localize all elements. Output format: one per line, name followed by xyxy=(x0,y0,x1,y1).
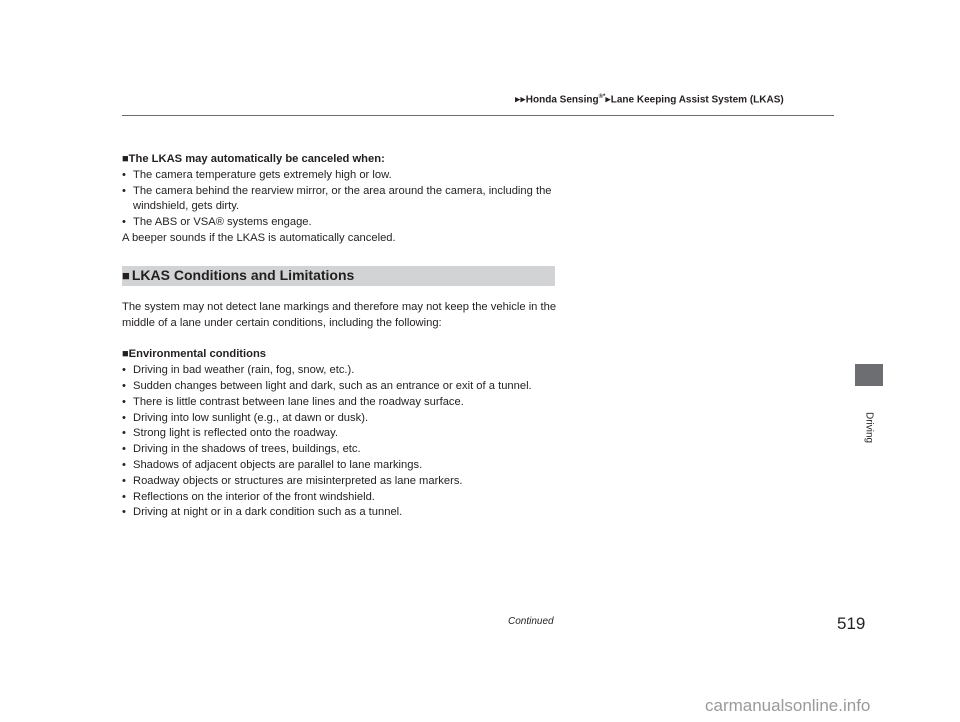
env-heading: ■Environmental conditions xyxy=(122,348,267,361)
breadcrumb-arrow-icon: ▶ xyxy=(605,96,611,104)
env-list xyxy=(122,363,562,521)
section-title: LKAS Conditions and Limitations xyxy=(131,266,355,283)
cancel-heading: ■The LKAS may automatically be canceled when: xyxy=(122,153,385,165)
watermark: carmanualsonline.info xyxy=(705,696,871,715)
list-item: • Driving in the shadows of trees, buildings, etc. xyxy=(122,442,562,458)
square-bullet-icon: ■ xyxy=(122,153,129,165)
header-rule xyxy=(122,115,834,116)
section-title-bar xyxy=(122,266,555,286)
registered-mark: ®* xyxy=(598,94,606,100)
list-item: • The camera behind the rearview mirror, or the area around the camera, including the windshield, gets dirty. xyxy=(122,184,562,216)
breadcrumb-chapter: Honda Sensing xyxy=(525,94,599,106)
breadcrumb-section: Lane Keeping Assist System (LKAS) xyxy=(610,94,784,106)
list-item: • Shadows of adjacent objects are parallel to lane markings. xyxy=(122,458,562,474)
list-item: • Driving in bad weather (rain, fog, snow, etc.). xyxy=(122,363,562,379)
page-number: 519 xyxy=(837,614,866,633)
list-item: • Sudden changes between light and dark, such as an entrance or exit of a tunnel. xyxy=(122,379,562,395)
list-item: • The camera temperature gets extremely high or low. xyxy=(122,168,562,184)
list-item: • The ABS or VSA® systems engage. xyxy=(122,215,562,231)
list-item: • Roadway objects or structures are misinterpreted as lane markers. xyxy=(122,474,562,490)
square-bullet-icon: ■ xyxy=(122,348,129,361)
continued-label: Continued xyxy=(508,616,554,627)
list-item: • Driving at night or in a dark condition such as a tunnel. xyxy=(122,505,562,521)
list-item: • Reflections on the interior of the front windshield. xyxy=(122,490,562,506)
list-item: • There is little contrast between lane lines and the roadway surface. xyxy=(122,395,562,411)
list-item: • Driving into low sunlight (e.g., at dawn or dusk). xyxy=(122,411,562,427)
breadcrumb-arrow-icon: ▶▶ xyxy=(515,96,526,104)
list-item: • Strong light is reflected onto the roadway. xyxy=(122,426,562,442)
chapter-tab-label: Driving xyxy=(863,412,875,444)
cancel-list xyxy=(122,168,562,231)
chapter-tab[interactable] xyxy=(855,364,883,386)
square-bullet-icon: ■ xyxy=(122,267,130,283)
conditions-intro: The system may not detect lane markings and therefore may not keep the vehicle in the middle of a lane under certain conditions, including the following: xyxy=(122,300,557,329)
main-content xyxy=(122,152,562,521)
running-header xyxy=(515,94,784,105)
cancel-note: A beeper sounds if the LKAS is automatically canceled. xyxy=(122,231,396,244)
